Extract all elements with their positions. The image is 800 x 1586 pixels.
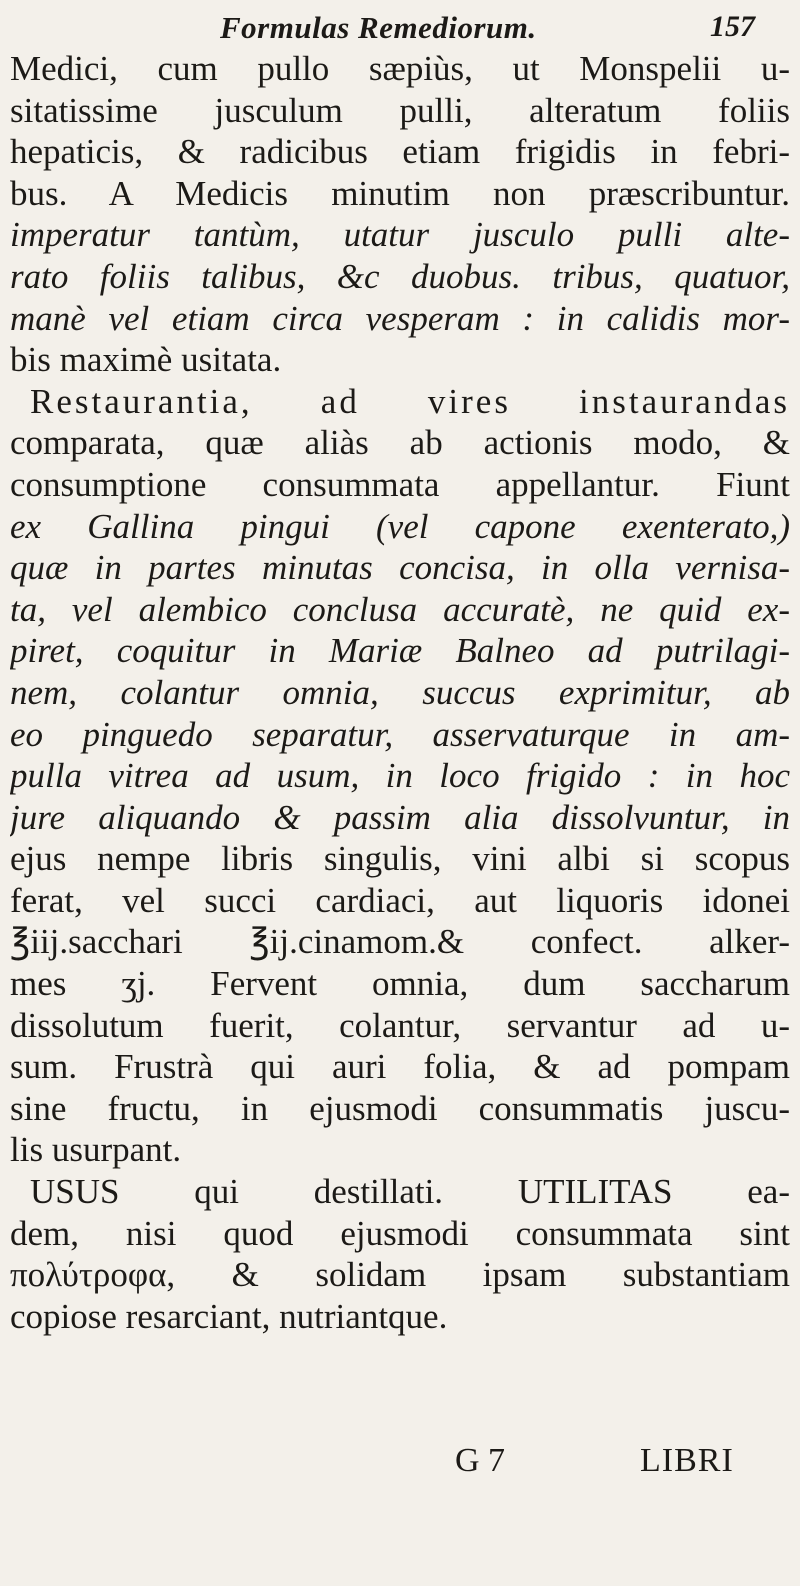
body-text (10, 48, 790, 1337)
page-number: 157 (710, 10, 755, 43)
running-title: Formulas Remediorum. (220, 10, 537, 45)
text-line: eo pinguedo separatur, asservaturque in am- (10, 714, 790, 754)
text-line: imperatur tantùm, utatur jusculo pulli alte- (10, 215, 790, 255)
text-line: consumptione consummata appellantur. Fiunt (10, 464, 790, 504)
text-line: comparata, quæ aliàs ab actionis modo, & (10, 423, 790, 463)
text-line: ex Gallina pingui (vel capone exenterato,) (10, 506, 790, 546)
text-line: Medici, cum pullo sæpiùs, ut Monspelii u- (10, 49, 790, 88)
text-line: mes ʒj. Fervent omnia, dum saccharum (10, 964, 790, 1004)
text-line: hepaticis, & radicibus etiam frigidis in febri- (10, 132, 790, 172)
text-line: copiose resarciant, nutriantque. (10, 1296, 448, 1336)
text-line: dissolutum fuerit, colantur, servantur ad u- (10, 1005, 790, 1045)
text-line: sine fructu, in ejusmodi consummatis juscu- (10, 1088, 790, 1128)
text-line: ferat, vel succi cardiaci, aut liquoris idonei (10, 880, 790, 920)
text-line: piret, coquitur in Mariæ Balneo ad putrilagi- (10, 631, 790, 671)
text-line: nem, colantur omnia, succus exprimitur, ab (10, 672, 790, 712)
signature-mark: G 7 (455, 1442, 506, 1479)
text-line: ejus nempe libris singulis, vini albi si scopus (10, 839, 790, 879)
text-line: bis maximè usitata. (10, 340, 282, 380)
text-line: ℥iij.sacchari ℥ij.cinamom.& confect. alker- (10, 922, 790, 962)
text-line: dem, nisi quod ejusmodi consummata sint (10, 1213, 790, 1253)
text-line: quæ in partes minutas concisa, in olla vernisa- (10, 548, 790, 588)
text-line: bus. A Medicis minutim non præscribuntur. (10, 173, 790, 213)
text-line: manè vel etiam circa vesperam : in calidis mor- (10, 298, 790, 338)
text-line: πολύτροφα, & solidam ipsam substantiam (10, 1255, 790, 1295)
text-line: rato foliis talibus, &c duobus. tribus, quatuor, (10, 256, 790, 296)
text-line: jure aliquando & passim alia dissolvuntur, in (10, 797, 790, 837)
text-line: lis usurpant. (10, 1130, 182, 1170)
page-header (0, 6, 800, 50)
text-line: USUS qui destillati. UTILITAS ea- (30, 1172, 790, 1212)
catchword: LIBRI (640, 1442, 734, 1479)
text-line: Restaurantia, ad vires instaurandas (30, 381, 790, 421)
text-line: sum. Frustrà qui auri folia, & ad pompam (10, 1047, 790, 1087)
text-line: sitatissime jusculum pulli, alteratum foliis (10, 90, 790, 130)
text-line: ta, vel alembico conclusa accuratè, ne quid ex- (10, 589, 790, 629)
page-footer (0, 1442, 800, 1492)
text-line: pulla vitrea ad usum, in loco frigido : in hoc (10, 756, 790, 796)
